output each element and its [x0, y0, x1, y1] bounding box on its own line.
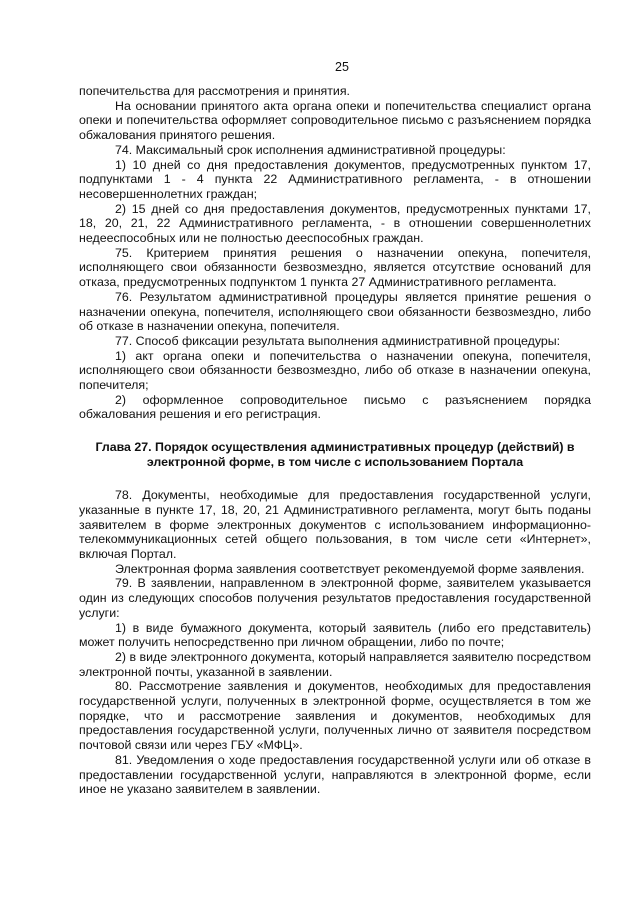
paragraph: 2) 15 дней со дня предоставления документов, предусмотренных пунктами 17, 18, 20, 21, 22 Административного регламента, - в отношении совершеннолетних недееспособных или не полностью дееспособных граждан.	[79, 201, 591, 246]
chapter-title: Глава 27. Порядок осуществления административных процедур (действий) в электронной форме, в том числе с использованием Портала	[95, 440, 575, 470]
paragraph: 74. Максимальный срок исполнения административной процедуры:	[115, 142, 506, 157]
paragraph: 75. Критерием принятия решения о назначении опекуна, попечителя, исполняющего свои обязанности безвозмездно, является отсутствие оснований для отказа, предусмотренных подпунктом 1 пункта 27 Административного регламента.	[79, 245, 591, 290]
paragraph: Электронная форма заявления соответствует рекомендуемой форме заявления.	[115, 561, 585, 576]
paragraph: 1) 10 дней со дня предоставления документов, предусмотренных пунктом 17, подпунктами 1 - 4 пункта 22 Административного регламента, - в отношении несовершеннолетних граждан;	[79, 157, 591, 201]
paragraph: На основании принятого акта органа опеки и попечительства специалист органа опеки и попечительства оформляет сопроводительное письмо с разъяснением порядка обжалования принятого решения.	[79, 98, 591, 143]
paragraph: попечительства для рассмотрения и принятия.	[79, 84, 350, 98]
paragraph: 1) в виде бумажного документа, который заявитель (либо его представитель) может получить непосредственно при личном обращении, либо по почте;	[79, 620, 591, 650]
paragraph: 81. Уведомления о ходе предоставления государственной услуги или об отказе в предоставлении государственной услуги, направляются в электронной форме, если иное не указано заявителем в заявлении.	[79, 752, 591, 797]
paragraph: 2) в виде электронного документа, который направляется заявителю посредством электронной почты, указанной в заявлении.	[79, 649, 591, 679]
paragraph: 2) оформленное сопроводительное письмо с разъяснением порядка обжалования решения и его регистрация.	[79, 392, 591, 422]
page-number: 25	[335, 60, 349, 74]
paragraph: 80. Рассмотрение заявления и документов, необходимых для предоставления государственной услуги, полученных в электронной форме, осуществляется в том же порядке, что и рассмотрение заявления и документов, необходимых для предоставления государственной услуги, полученных лично от заявителя посредством почтовой связи или через ГБУ «МФЦ».	[79, 679, 591, 753]
paragraph: 79. В заявлении, направленном в электронной форме, заявителем указывается один из следующих способов получения результатов предоставления государственной услуги:	[79, 576, 591, 620]
paragraph: 78. Документы, необходимые для предоставления государственной услуги, указанные в пункте 17, 18, 20, 21 Административного регламента, могут быть поданы заявителем в форме электронных документов с использованием информационно-телекоммуникационных сетей общего пользования, в том числе сети «Интернет», включая Портал.	[79, 488, 591, 561]
paragraph: 76. Результатом административной процедуры является принятие решения о назначении опекуна, попечителя, исполняющего свои обязанности безвозмездно, либо об отказе в назначении опекуна, попечителя.	[79, 289, 591, 334]
paragraph: 1) акт органа опеки и попечительства о назначении опекуна, попечителя, исполняющего свои обязанности безвозмездно, либо об отказе в назначении опекуна, попечителя;	[79, 348, 591, 393]
paragraph: 77. Способ фиксации результата выполнения административной процедуры:	[115, 333, 561, 348]
